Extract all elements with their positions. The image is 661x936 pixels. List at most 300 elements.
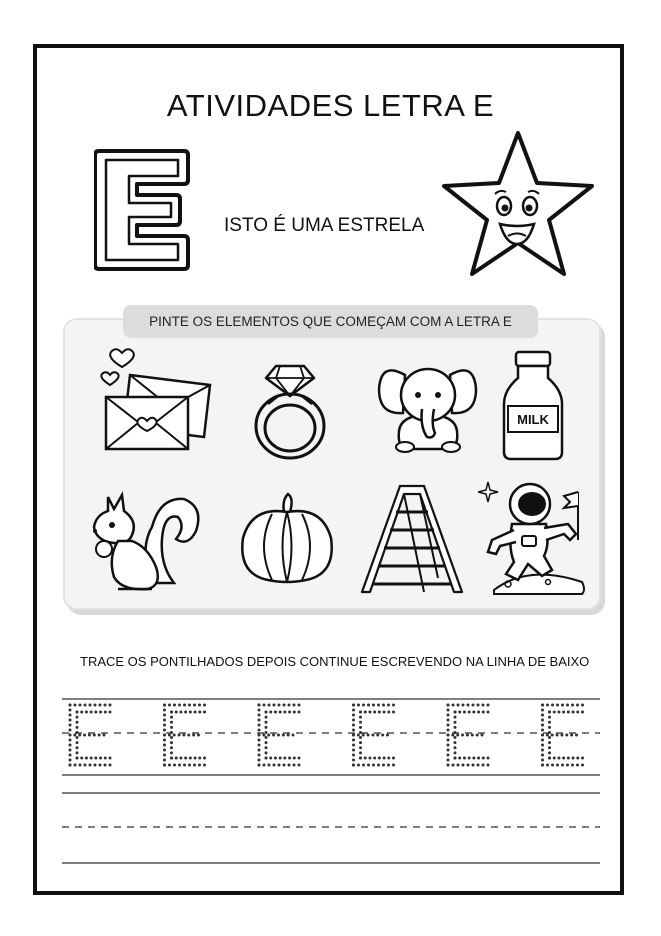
trace-dot — [258, 709, 261, 712]
trace-dot — [387, 704, 390, 707]
trace-dot — [258, 734, 261, 737]
trace-dot — [94, 704, 97, 707]
trace-dot — [170, 757, 173, 760]
trace-dot — [194, 711, 197, 714]
trace-dot — [452, 764, 455, 767]
trace-dot — [392, 764, 395, 767]
trace-dot — [548, 726, 551, 729]
trace-dot — [392, 757, 395, 760]
trace-dot — [352, 759, 355, 762]
trace-dot — [454, 736, 457, 739]
trace-dot — [359, 746, 362, 749]
trace-dot — [90, 711, 93, 714]
trace-dot — [163, 724, 166, 727]
trace-dot — [362, 704, 365, 707]
trace-dot — [461, 734, 464, 737]
trace-dot — [541, 714, 544, 717]
trace-dot — [298, 711, 301, 714]
star-caption: ISTO É UMA ESTRELA — [224, 215, 425, 236]
trace-dot — [352, 764, 355, 767]
trace-dot — [98, 734, 101, 737]
trace-dot — [163, 734, 166, 737]
trace-dot — [265, 726, 268, 729]
trace-dot — [69, 714, 72, 717]
trace-dot — [372, 704, 375, 707]
trace-dot — [163, 739, 166, 742]
trace-dot — [184, 711, 187, 714]
trace-dot — [265, 757, 268, 760]
trace-dot — [84, 704, 87, 707]
trace-dot — [557, 757, 560, 760]
trace-dot — [373, 711, 376, 714]
trace-dot — [352, 739, 355, 742]
trace-dot — [447, 734, 450, 737]
trace-dot — [457, 764, 460, 767]
trace-dot — [373, 757, 376, 760]
trace-dot — [548, 741, 551, 744]
trace-dot — [447, 714, 450, 717]
trace-dot — [487, 764, 490, 767]
trace-dot — [387, 757, 390, 760]
trace-dot — [572, 757, 575, 760]
trace-dot — [359, 721, 362, 724]
trace-dot — [298, 764, 301, 767]
trace-dot — [178, 764, 181, 767]
trace-dot — [548, 711, 551, 714]
dotted-letters — [69, 704, 585, 767]
trace-dot — [447, 729, 450, 732]
trace-dot — [362, 734, 365, 737]
trace-dot — [269, 711, 272, 714]
trace-dot — [378, 711, 381, 714]
trace-dot — [458, 757, 461, 760]
trace-dot — [163, 754, 166, 757]
trace-dot — [198, 757, 201, 760]
trace-dot — [367, 704, 370, 707]
trace-dot — [352, 704, 355, 707]
trace-dot — [447, 744, 450, 747]
trace-dot — [74, 704, 77, 707]
trace-dot — [362, 764, 365, 767]
trace-dot — [298, 757, 301, 760]
trace-dot — [267, 734, 270, 737]
trace-dot — [163, 729, 166, 732]
trace-dot — [263, 764, 266, 767]
trace-dot — [463, 757, 466, 760]
trace-dot — [548, 736, 551, 739]
trace-dot — [546, 764, 549, 767]
trace-dot — [168, 764, 171, 767]
trace-dot — [173, 734, 176, 737]
trace-dot — [359, 716, 362, 719]
trace-dot — [467, 704, 470, 707]
trace-dot — [556, 764, 559, 767]
trace-dot — [170, 741, 173, 744]
trace-dot — [454, 741, 457, 744]
trace-dot — [383, 711, 386, 714]
trace-dot — [69, 749, 72, 752]
coloring-instruction: PINTE OS ELEMENTOS QUE COMEÇAM COM A LETRA E — [123, 305, 538, 338]
trace-dot — [93, 734, 96, 737]
trace-dot — [392, 704, 395, 707]
trace-dot — [104, 704, 107, 707]
trace-dot — [163, 759, 166, 762]
trace-dot — [183, 764, 186, 767]
trace-dot — [163, 704, 166, 707]
trace-dot — [73, 734, 76, 737]
trace-dot — [94, 764, 97, 767]
trace-dot — [541, 764, 544, 767]
trace-dot — [452, 704, 455, 707]
trace-dot — [170, 711, 173, 714]
trace-dot — [265, 736, 268, 739]
trace-dot — [258, 744, 261, 747]
trace-dot — [278, 764, 281, 767]
trace-dot — [352, 744, 355, 747]
trace-dot — [581, 757, 584, 760]
trace-dot — [109, 704, 112, 707]
trace-dot — [94, 757, 97, 760]
milk-label: MILK — [517, 412, 549, 427]
trace-dot — [76, 741, 79, 744]
trace-dot — [576, 704, 579, 707]
trace-dot — [90, 757, 93, 760]
trace-dot — [581, 704, 584, 707]
trace-dot — [548, 751, 551, 754]
trace-dot — [487, 704, 490, 707]
trace-dot — [359, 736, 362, 739]
trace-dot — [565, 734, 568, 737]
trace-dot — [163, 709, 166, 712]
trace-dot — [69, 704, 72, 707]
trace-dot — [447, 759, 450, 762]
trace-dot — [83, 734, 86, 737]
trace-dot — [173, 764, 176, 767]
trace-dot — [94, 711, 97, 714]
trace-dot — [272, 734, 275, 737]
trace-dot — [546, 704, 549, 707]
trace-dot — [377, 704, 380, 707]
trace-dot — [352, 714, 355, 717]
trace-dot — [168, 704, 171, 707]
trace-dot — [372, 764, 375, 767]
trace-dot — [476, 734, 479, 737]
trace-dot — [170, 751, 173, 754]
trace-dot — [274, 711, 277, 714]
trace-dot — [76, 721, 79, 724]
page-title: ATIVIDADES LETRA E — [166, 88, 495, 123]
trace-dot — [104, 757, 107, 760]
trace-dot — [359, 731, 362, 734]
trace-dot — [203, 764, 206, 767]
trace-dot — [85, 757, 88, 760]
trace-dot — [487, 711, 490, 714]
trace-dot — [198, 764, 201, 767]
trace-dot — [454, 746, 457, 749]
trace-dot — [278, 704, 281, 707]
trace-dot — [189, 757, 192, 760]
trace-dot — [548, 746, 551, 749]
trace-dot — [548, 731, 551, 734]
trace-dot — [463, 711, 466, 714]
trace-dot — [566, 764, 569, 767]
trace-dot — [447, 719, 450, 722]
trace-dot — [292, 734, 295, 737]
trace-dot — [179, 757, 182, 760]
trace-dot — [561, 764, 564, 767]
trace-dot — [89, 764, 92, 767]
trace-dot — [386, 734, 389, 737]
trace-dot — [447, 739, 450, 742]
trace-dot — [163, 749, 166, 752]
trace-dot — [258, 724, 261, 727]
trace-dot — [462, 764, 465, 767]
trace-dot — [352, 724, 355, 727]
trace-dot — [258, 754, 261, 757]
trace-dot — [447, 704, 450, 707]
trace-dot — [541, 754, 544, 757]
trace-dot — [288, 711, 291, 714]
trace-dot — [472, 757, 475, 760]
trace-dot — [364, 757, 367, 760]
trace-dot — [88, 734, 91, 737]
trace-dot — [258, 714, 261, 717]
trace-dot — [265, 711, 268, 714]
trace-dot — [487, 757, 490, 760]
trace-dot — [468, 757, 471, 760]
trace-dot — [561, 704, 564, 707]
trace-dot — [382, 704, 385, 707]
trace-dot — [383, 757, 386, 760]
trace-dot — [203, 711, 206, 714]
trace-dot — [182, 734, 185, 737]
trace-dot — [104, 764, 107, 767]
trace-dot — [447, 709, 450, 712]
trace-dot — [69, 764, 72, 767]
trace-dot — [562, 711, 565, 714]
trace-dot — [203, 704, 206, 707]
trace-dot — [352, 754, 355, 757]
trace-dot — [556, 734, 559, 737]
trace-dot — [189, 711, 192, 714]
trace-dot — [197, 734, 200, 737]
trace-dot — [454, 751, 457, 754]
trace-dot — [560, 734, 563, 737]
trace-dot — [262, 734, 265, 737]
trace-dot — [76, 726, 79, 729]
trace-dot — [78, 734, 81, 737]
trace-dot — [273, 764, 276, 767]
trace-dot — [69, 709, 72, 712]
trace-dot — [76, 731, 79, 734]
trace-dot — [466, 734, 469, 737]
trace-dot — [368, 711, 371, 714]
trace-dot — [273, 704, 276, 707]
trace-dot — [382, 764, 385, 767]
trace-dot — [265, 751, 268, 754]
trace-dot — [76, 751, 79, 754]
trace-dot — [282, 734, 285, 737]
trace-dot — [541, 734, 544, 737]
trace-dot — [74, 764, 77, 767]
trace-dot — [79, 764, 82, 767]
trace-dot — [283, 757, 286, 760]
trace-dot — [482, 764, 485, 767]
trace-dot — [69, 719, 72, 722]
trace-dot — [193, 704, 196, 707]
trace-dot — [551, 704, 554, 707]
trace-dot — [170, 721, 173, 724]
trace-dot — [265, 721, 268, 724]
trace-dot — [76, 716, 79, 719]
trace-dot — [194, 757, 197, 760]
trace-dot — [477, 704, 480, 707]
trace-dot — [170, 731, 173, 734]
trace-dot — [76, 736, 79, 739]
trace-dot — [163, 719, 166, 722]
trace-dot — [541, 704, 544, 707]
trace-dot — [109, 711, 112, 714]
trace-dot — [258, 759, 261, 762]
trace-dot — [170, 726, 173, 729]
trace-dot — [477, 764, 480, 767]
trace-dot — [265, 741, 268, 744]
trace-dot — [567, 757, 570, 760]
trace-instruction: TRACE OS PONTILHADOS DEPOIS CONTINUE ESCREVENDO NA LINHA DE BAIXO — [80, 654, 590, 669]
trace-dot — [80, 757, 83, 760]
trace-dot — [447, 749, 450, 752]
trace-dot — [279, 757, 282, 760]
trace-dot — [269, 757, 272, 760]
trace-dot — [175, 711, 178, 714]
trace-dot — [551, 764, 554, 767]
trace-dot — [541, 739, 544, 742]
trace-dot — [265, 731, 268, 734]
trace-dot — [454, 721, 457, 724]
trace-dot — [541, 724, 544, 727]
trace-dot — [258, 749, 261, 752]
trace-dot — [258, 729, 261, 732]
trace-dot — [359, 726, 362, 729]
trace-dot — [367, 734, 370, 737]
trace-dot — [103, 734, 106, 737]
trace-dot — [376, 734, 379, 737]
trace-dot — [203, 757, 206, 760]
trace-dot — [477, 757, 480, 760]
trace-dot — [175, 757, 178, 760]
trace-dot — [468, 711, 471, 714]
trace-dot — [454, 726, 457, 729]
trace-dot — [541, 709, 544, 712]
trace-dot — [457, 704, 460, 707]
trace-dot — [89, 704, 92, 707]
trace-dot — [546, 734, 549, 737]
trace-dot — [99, 757, 102, 760]
trace-dot — [298, 704, 301, 707]
trace-dot — [277, 734, 280, 737]
trace-dot — [293, 711, 296, 714]
trace-dot — [283, 711, 286, 714]
trace-dot — [357, 734, 360, 737]
trace-dot — [179, 711, 182, 714]
trace-dot — [541, 729, 544, 732]
trace-dot — [193, 764, 196, 767]
trace-dot — [359, 751, 362, 754]
trace-dot — [265, 746, 268, 749]
trace-dot — [288, 704, 291, 707]
trace-dot — [541, 759, 544, 762]
trace-dot — [79, 704, 82, 707]
trace-dot — [263, 704, 266, 707]
trace-dot — [368, 757, 371, 760]
trace-dot — [451, 734, 454, 737]
trace-dot — [76, 746, 79, 749]
trace-dot — [454, 757, 457, 760]
trace-dot — [462, 704, 465, 707]
trace-dot — [279, 711, 282, 714]
trace-dot — [447, 724, 450, 727]
trace-dot — [471, 734, 474, 737]
trace-dot — [170, 736, 173, 739]
trace-dot — [481, 734, 484, 737]
trace-dot — [288, 764, 291, 767]
trace-dot — [69, 734, 72, 737]
trace-dot — [69, 744, 72, 747]
trace-dot — [104, 711, 107, 714]
trace-dot — [482, 711, 485, 714]
trace-dot — [188, 704, 191, 707]
trace-dot — [581, 764, 584, 767]
trace-dot — [258, 764, 261, 767]
trace-dot — [187, 734, 190, 737]
trace-dot — [551, 734, 554, 737]
trace-dot — [178, 704, 181, 707]
trace-dot — [571, 704, 574, 707]
trace-dot — [293, 704, 296, 707]
trace-dot — [454, 731, 457, 734]
trace-dot — [258, 704, 261, 707]
trace-dot — [198, 704, 201, 707]
trace-dot — [566, 704, 569, 707]
trace-dot — [472, 711, 475, 714]
trace-dot — [367, 764, 370, 767]
trace-dot — [99, 711, 102, 714]
trace-dot — [570, 734, 573, 737]
trace-dot — [168, 734, 171, 737]
trace-dot — [352, 719, 355, 722]
trace-dot — [85, 711, 88, 714]
trace-dot — [352, 709, 355, 712]
trace-dot — [69, 729, 72, 732]
trace-dot — [352, 729, 355, 732]
trace-dot — [456, 734, 459, 737]
trace-dot — [268, 704, 271, 707]
trace-dot — [392, 711, 395, 714]
trace-dot — [198, 711, 201, 714]
trace-dot — [258, 719, 261, 722]
trace-dot — [288, 757, 291, 760]
trace-dot — [548, 716, 551, 719]
trace-dot — [576, 711, 579, 714]
trace-dot — [371, 734, 374, 737]
trace-dot — [378, 757, 381, 760]
trace-dot — [357, 704, 360, 707]
trace-dot — [454, 716, 457, 719]
trace-dot — [163, 764, 166, 767]
trace-dot — [287, 734, 290, 737]
trace-dot — [274, 757, 277, 760]
trace-dot — [458, 711, 461, 714]
